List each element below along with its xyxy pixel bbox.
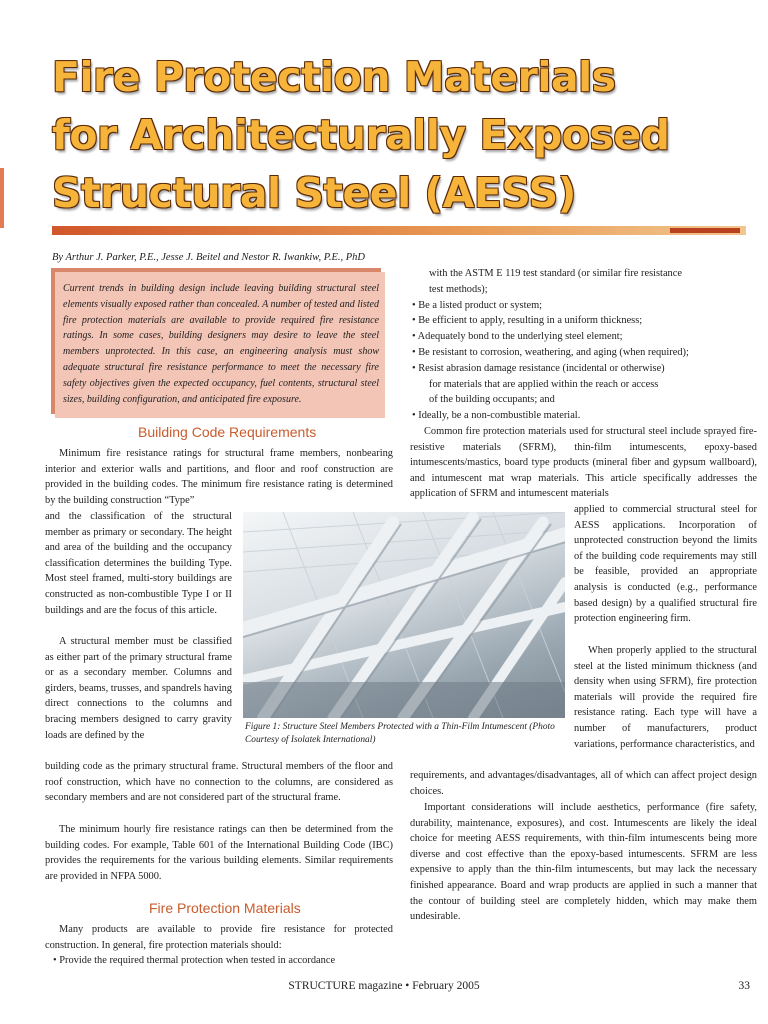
list-item: for materials that are applied within the reach or access (429, 378, 659, 390)
right-paragraph-2-continued: requirements, and advantages/disadvantages, all of which can affect project design choices. (410, 770, 757, 797)
left-bullet-1: • Provide the required thermal protection when tested in accordance (53, 955, 336, 966)
list-item: • Adequately bond to the underlying steel element; (412, 331, 623, 343)
left-paragraph-1-continued: and the classification of the structural member as primary or secondary. The height and area of the building and the occupancy classification determines the building Type. Most steel framed, multi-story buildings are constructed as non-combustible Type I or II buildings and are the focus of this article. (45, 511, 232, 616)
article-title (52, 48, 752, 222)
requirements-list (412, 266, 757, 424)
steel-structure-illustration (243, 512, 565, 718)
list-item: test methods); (429, 283, 488, 295)
list-item: • Be efficient to apply, resulting in a uniform thickness; (412, 315, 643, 327)
left-paragraph-4: Many products are available to provide fire resistance for protected construction. In general, fire protection materials should: (45, 924, 393, 951)
right-paragraph-1-continued: applied to commercial structural steel for AESS applications. Incorporation of unprotected construction beyond the limits of the building code requirements may still be feasible, provided an appropriate analysis is conducted (e.g., performance based design) by a qualified structural fire protection engineering firm. (574, 504, 757, 625)
heading-fire-protection: Fire Protection Materials (149, 900, 301, 916)
title-line-3: Structural Steel (AESS) (52, 169, 576, 217)
page-number: 33 (738, 980, 750, 992)
list-item: • Be resistant to corrosion, weathering, and aging (when required); (412, 346, 689, 358)
side-accent-bar (0, 168, 4, 228)
figure-caption: Figure 1: Structure Steel Members Protected with a Thin-Film Intumescent (Photo Courtesy of Isolatek International) (245, 722, 555, 745)
right-paragraph-2: When properly applied to the structural steel at the listed minimum thickness (and density when using SFRM), fire protection materials will provide the required fire resistance rating. Each type will have a number of manufacturers, product variations, performance characteristics, and (574, 645, 757, 750)
left-paragraph-3: The minimum hourly fire resistance ratings can then be determined from the building codes. For example, Table 601 of the International Building Code (IBC) provides the requirements for the various building elements. Similar requirements are provided in NFPA 5000. (45, 824, 393, 882)
left-paragraph-2-continued: building code as the primary structural frame. Structural members of the floor and roof construction, which have no connection to the columns, are considered as secondary members and are not considered part of the structural frame. (45, 761, 393, 804)
left-paragraph-1: Minimum fire resistance ratings for structural frame members, nonbearing interior and exterior walls and partitions, and floor and roof construction are provided in the building codes. The minimum fire resistance rating is determined by the building construction “Type” (45, 448, 393, 506)
right-paragraph-3: Important considerations will include aesthetics, performance (fire safety, durability, maintenance, exposures), and cost. Intumescents are likely the ideal choice for meeting AESS requirements, with thin-film intumescents being more diverse and cost effective than the epoxy-based intumescents. SFRM are less expensive to apply than the thin-film intumescents, but may lack the necessary finished appearance. Board and wrap products are applied in such a manner that the contour of building steel are completely hidden, which may make them undesirable. (410, 802, 757, 923)
title-line-2: for Architecturally Exposed (52, 111, 670, 159)
right-paragraph-1: Common fire protection materials used for structural steel include sprayed fire-resistive materials (SFRM), thin-film intumescents, epoxy-based intumescents/mastics, board type products (mineral fiber and gypsum wallboard), and intumescent mat wrap materials. This article specifically addresses the application of SFRM and intumescent materials (410, 426, 757, 500)
list-item: • Be a listed product or system; (412, 299, 543, 311)
figure-steel-structure-photo (243, 512, 565, 718)
byline: By Arthur J. Parker, P.E., Jesse J. Beitel and Nestor R. Iwankiw, P.E., PhD (52, 252, 366, 263)
list-item: of the building occupants; and (429, 394, 555, 406)
list-item: • Resist abrasion damage resistance (incidental or otherwise) (412, 362, 665, 374)
page-footer: STRUCTURE magazine • February 2005 (288, 980, 480, 992)
heading-building-code: Building Code Requirements (138, 424, 317, 440)
title-rule (52, 226, 746, 235)
list-item: • Ideally, be a non-combustible material. (412, 410, 581, 422)
abstract-box: Current trends in building design include leaving building structural steel elements visually exposed rather than concealed. A number of tested and listed fire protection materials are available to provide required fire resistance ratings. In some cases, building designers may desire to leave the steel members unprotected. In this case, an engineering analysis must show adequate structural fire resistance performance to meet the necessary fire safety objectives given the expected occupancy, fuel contents, structural steel sizes, building configuration, and anticipated fire exposure. (55, 272, 385, 418)
left-paragraph-2: A structural member must be classified as either part of the primary structural frame or as a secondary member. Columns and girders, beams, trusses, and spandrels having direct connections to the columns and bracing members designed to carry gravity loads are defined by the (45, 636, 232, 741)
title-line-1: Fire Protection Materials (52, 53, 616, 101)
list-item: with the ASTM E 119 test standard (or similar fire resistance (429, 268, 682, 279)
